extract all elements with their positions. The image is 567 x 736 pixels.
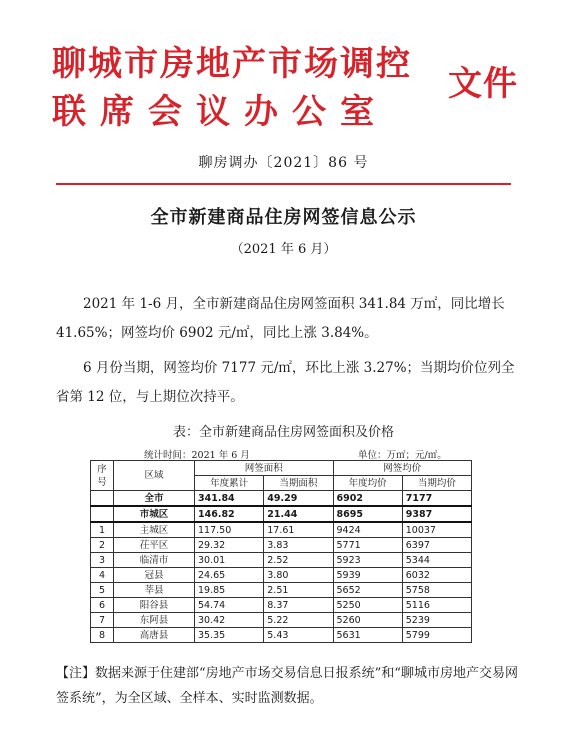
cell-period-area: 8.37 [264, 598, 333, 613]
cell-no: 3 [91, 553, 114, 568]
table-caption: 表：全市新建商品住房网签面积及价格 [172, 425, 394, 440]
unit-label: 单位：万㎡；元/㎡。 [358, 450, 447, 461]
table-row [91, 506, 472, 522]
cell-period-area: 5.22 [264, 613, 333, 628]
cell-region: 冠县 [114, 568, 195, 583]
cell-year-total: 30.42 [195, 613, 264, 628]
cell-year-total: 30.01 [195, 553, 264, 568]
cell-year-total: 19.85 [195, 583, 264, 598]
cell-region: 主城区 [114, 522, 195, 538]
cell-year-avg: 5771 [333, 538, 402, 553]
cell-no: 7 [91, 613, 114, 628]
header-price-group: 网签均价 [333, 461, 472, 476]
cell-region: 市城区 [114, 506, 195, 522]
paragraph-summary: 2021 年 1-6 月，全市新建商品住房网签面积 341.84 万㎡，同比增长 41.65%；网签均价 6902 元/㎡，同比上涨 3.84%。 [56, 296, 505, 341]
header-line-1: 聊城市房地产市场调控 [52, 44, 412, 84]
cell-period-avg: 5239 [402, 613, 471, 628]
header-line-2: 联席会议办公室 [52, 92, 388, 132]
cell-no: 5 [91, 583, 114, 598]
cell-period-avg: 5758 [402, 583, 471, 598]
document-title: 全市新建商品住房网签信息公示 [150, 207, 417, 228]
cell-period-avg: 7177 [402, 491, 471, 507]
header-year-total: 年度累计 [195, 476, 264, 491]
cell-year-total: 35.35 [195, 628, 264, 643]
table-row [91, 598, 472, 613]
cell-year-avg: 5250 [333, 598, 402, 613]
header-no: 序号 [91, 461, 114, 491]
header-area-group: 网签面积 [195, 461, 334, 476]
cell-year-total: 146.82 [195, 506, 264, 522]
table-row [91, 538, 472, 553]
cell-no [91, 506, 114, 522]
cell-year-avg: 5923 [333, 553, 402, 568]
table-row [91, 628, 472, 643]
cell-region: 高唐县 [114, 628, 195, 643]
cell-no: 2 [91, 538, 114, 553]
cell-no: 6 [91, 598, 114, 613]
table-row [91, 491, 472, 507]
table-row [91, 522, 472, 538]
table-row [91, 568, 472, 583]
cell-year-avg: 5939 [333, 568, 402, 583]
data-table [90, 460, 472, 643]
cell-year-total: 117.50 [195, 522, 264, 538]
cell-period-avg: 6032 [402, 568, 471, 583]
cell-period-avg: 5344 [402, 553, 471, 568]
header-suffix: 文件 [448, 64, 518, 104]
document-subtitle: （2021 年 6 月） [230, 242, 337, 257]
cell-region: 阳谷县 [114, 598, 195, 613]
cell-year-total: 54.74 [195, 598, 264, 613]
cell-year-total: 24.65 [195, 568, 264, 583]
paragraph-june: 6 月份当期，网签均价 7177 元/㎡，环比上涨 3.27%；当期均价位列全省第 12 位，与上期位次持平。 [56, 360, 515, 405]
cell-region: 东阿县 [114, 613, 195, 628]
header-year-avg: 年度均价 [333, 476, 402, 491]
cell-year-avg: 5631 [333, 628, 402, 643]
cell-period-avg: 10037 [402, 522, 471, 538]
cell-no [91, 491, 114, 507]
document-number: 聊房调办〔2021〕86 号 [198, 155, 369, 171]
cell-year-total: 29.32 [195, 538, 264, 553]
cell-no: 1 [91, 522, 114, 538]
header-period-area: 当期面积 [264, 476, 333, 491]
cell-period-area: 3.83 [264, 538, 333, 553]
cell-region: 全市 [114, 491, 195, 507]
cell-period-avg: 5116 [402, 598, 471, 613]
cell-period-avg: 9387 [402, 506, 471, 522]
red-divider [56, 183, 511, 185]
table-row [91, 583, 472, 598]
cell-period-area: 2.51 [264, 583, 333, 598]
table-row [91, 613, 472, 628]
cell-period-avg: 5799 [402, 628, 471, 643]
cell-year-avg: 6902 [333, 491, 402, 507]
cell-year-avg: 9424 [333, 522, 402, 538]
cell-period-area: 3.80 [264, 568, 333, 583]
cell-year-avg: 5260 [333, 613, 402, 628]
cell-region: 莘县 [114, 583, 195, 598]
cell-year-total: 341.84 [195, 491, 264, 507]
cell-year-avg: 8695 [333, 506, 402, 522]
cell-period-avg: 6397 [402, 538, 471, 553]
cell-period-area: 21.44 [264, 506, 333, 522]
header-region: 区域 [114, 461, 195, 491]
cell-period-area: 5.43 [264, 628, 333, 643]
cell-period-area: 2.52 [264, 553, 333, 568]
cell-year-avg: 5652 [333, 583, 402, 598]
cell-no: 4 [91, 568, 114, 583]
cell-no: 8 [91, 628, 114, 643]
cell-period-area: 17.61 [264, 522, 333, 538]
table-row [91, 553, 472, 568]
cell-region: 临清市 [114, 553, 195, 568]
header-period-avg: 当期均价 [402, 476, 471, 491]
footnote: 【注】数据来源于住建部“房地产市场交易信息日报系统”和“聊城市房地产交易网签系统”，为全区域、全样本、实时监测数据。 [56, 666, 518, 706]
cell-region: 茌平区 [114, 538, 195, 553]
stat-time: 统计时间：2021 年 6 月 [144, 450, 250, 461]
cell-period-area: 49.29 [264, 491, 333, 507]
